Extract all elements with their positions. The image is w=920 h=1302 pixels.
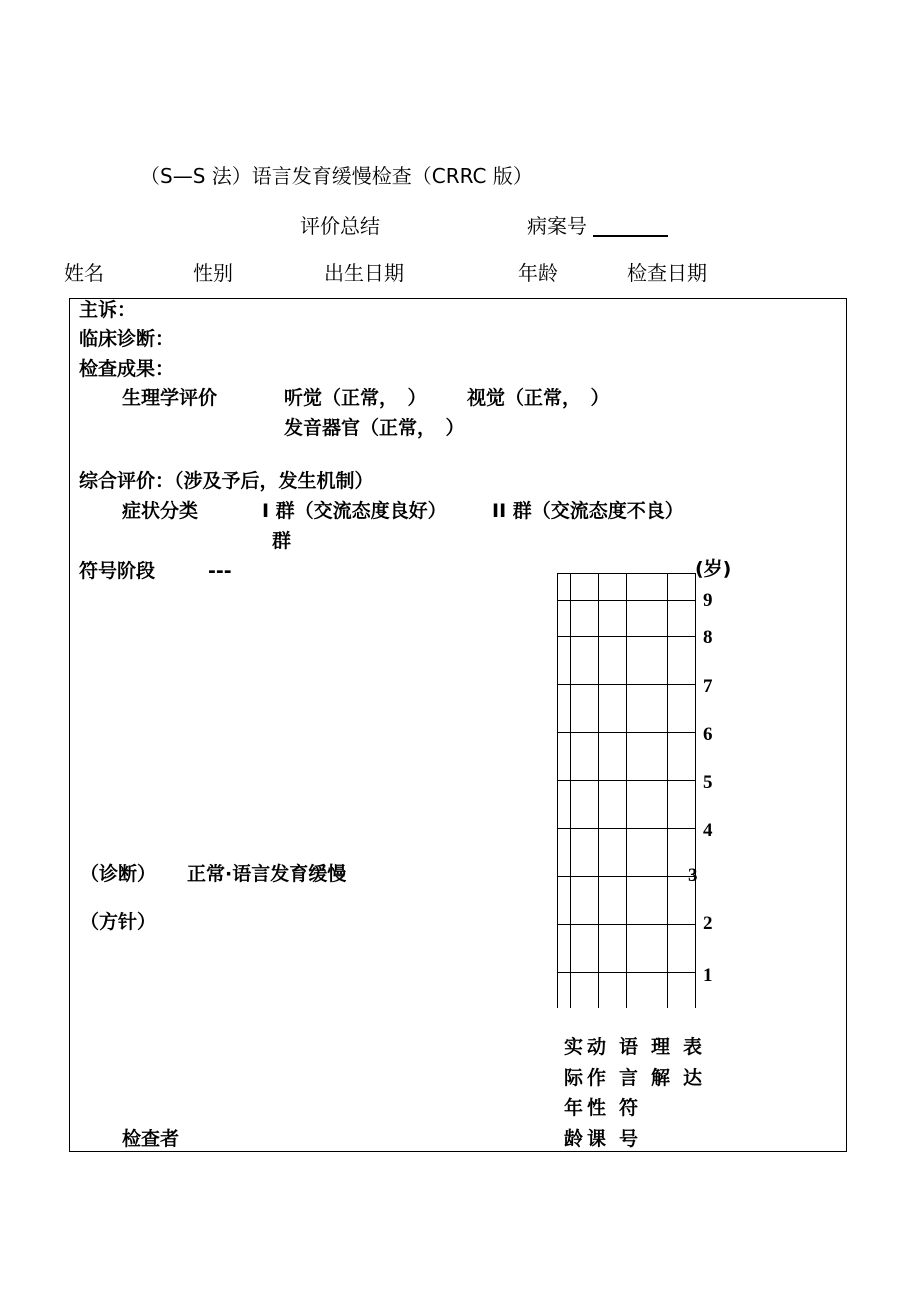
col-label-expression-2: 达 bbox=[683, 1067, 703, 1089]
overall-eval-label: 综合评价：（涉及予后，发生机制） bbox=[79, 470, 374, 492]
grid-hline-6 bbox=[557, 828, 695, 829]
col-label-actual-age-2: 际 bbox=[564, 1067, 584, 1089]
grid-hline-2 bbox=[557, 636, 695, 637]
examiner-label: 检查者 bbox=[122, 1128, 180, 1150]
grid-hline-5 bbox=[557, 780, 695, 781]
case-number-label: 病案号 bbox=[527, 214, 587, 238]
vision-field: 视觉（正常， ） bbox=[467, 387, 610, 409]
case-number-underline bbox=[593, 235, 668, 237]
grid-vline-1 bbox=[570, 573, 571, 1008]
summary-label: 评价总结 bbox=[300, 214, 380, 238]
birth-date-label: 出生日期 bbox=[324, 261, 404, 285]
grid-hline-4 bbox=[557, 732, 695, 733]
col-label-actual-age-3: 年 bbox=[564, 1097, 584, 1119]
age-tick-9: 9 bbox=[703, 590, 713, 611]
grid-vline-2 bbox=[598, 573, 599, 1008]
clinical-diagnosis-label: 临床诊断： bbox=[79, 328, 175, 350]
plan-label: （方针） bbox=[80, 911, 157, 933]
col-label-symbol-2: 言 bbox=[619, 1067, 639, 1089]
age-tick-5: 5 bbox=[703, 772, 713, 793]
document-title: （S—S 法）语言发育缓慢检查（CRRC 版） bbox=[140, 164, 533, 188]
col-label-actual-age-4: 龄 bbox=[564, 1128, 584, 1150]
age-tick-7: 7 bbox=[703, 676, 713, 697]
col-label-symbol-4: 号 bbox=[619, 1128, 639, 1150]
symbol-stage-label: 符号阶段 bbox=[79, 560, 156, 582]
age-unit-label: (岁) bbox=[695, 558, 732, 580]
hearing-field: 听觉（正常， ） bbox=[284, 387, 427, 409]
age-tick-8: 8 bbox=[703, 627, 713, 648]
grid-hline-0 bbox=[557, 573, 695, 574]
grid-hline-8 bbox=[557, 924, 695, 925]
symptom-class-label: 症状分类 bbox=[122, 500, 199, 522]
grid-hline-3 bbox=[557, 684, 695, 685]
age-label: 年龄 bbox=[518, 261, 558, 285]
col-label-comprehension-2: 解 bbox=[651, 1067, 671, 1089]
articulation-field: 发音器官（正常， ） bbox=[284, 417, 465, 439]
col-label-expression-1: 表 bbox=[683, 1036, 703, 1058]
name-label: 姓名 bbox=[64, 261, 104, 285]
col-label-comprehension-1: 理 bbox=[651, 1036, 671, 1058]
age-tick-2: 2 bbox=[703, 913, 713, 934]
col-label-motor-4: 课 bbox=[587, 1128, 607, 1150]
age-tick-6: 6 bbox=[703, 724, 713, 745]
grid-hline-1 bbox=[557, 600, 695, 601]
group-two: II 群（交流态度不良） bbox=[492, 500, 684, 522]
diagnosis-value: 正常·语言发育缓慢 bbox=[187, 863, 347, 885]
grid-hline-9 bbox=[557, 972, 695, 973]
age-tick-1: 1 bbox=[703, 965, 713, 986]
grid-vline-0 bbox=[557, 573, 558, 1008]
gender-label: 性别 bbox=[193, 261, 233, 285]
grid-vline-4 bbox=[667, 573, 668, 1008]
chief-complaint-label: 主诉： bbox=[79, 299, 137, 321]
group-suffix: 群 bbox=[272, 530, 292, 552]
col-label-motor-3: 性 bbox=[587, 1097, 607, 1119]
col-label-symbol-1: 语 bbox=[619, 1036, 639, 1058]
col-label-actual-age-1: 实 bbox=[564, 1036, 584, 1058]
col-label-motor-1: 动 bbox=[587, 1036, 607, 1058]
symbol-stage-value: --- bbox=[208, 560, 232, 582]
age-tick-4: 4 bbox=[703, 820, 713, 841]
grid-vline-5 bbox=[695, 573, 696, 1008]
exam-date-label: 检查日期 bbox=[627, 261, 707, 285]
col-label-motor-2: 作 bbox=[587, 1067, 607, 1089]
grid-vline-3 bbox=[626, 573, 627, 1008]
physiology-label: 生理学评价 bbox=[122, 387, 218, 409]
exam-results-label: 检查成果： bbox=[79, 358, 175, 380]
col-label-symbol-3: 符 bbox=[619, 1097, 639, 1119]
grid-hline-7 bbox=[557, 876, 695, 877]
diagnosis-label: （诊断） bbox=[80, 863, 157, 885]
age-tick-3: 3 bbox=[688, 865, 698, 886]
group-one: I 群（交流态度良好） bbox=[262, 500, 447, 522]
